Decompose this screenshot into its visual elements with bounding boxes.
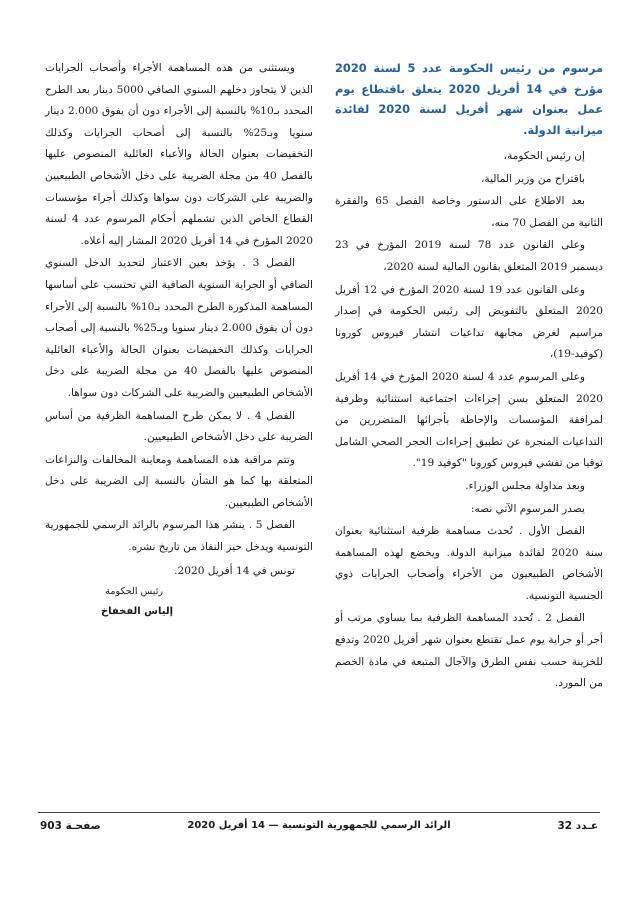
decree-title: مرسوم من رئيس الحكومة عدد 5 لسنة 2020 مؤرخ في 14 أفريل 2020 يتعلق باقتطاع يوم عمل بعنوان شهر أفريل لسنة 2020 لفائدة ميزانية الدولة. — [335, 61, 604, 137]
left-column — [45, 58, 313, 623]
signatory-name: إلياس الفخفاخ — [100, 606, 173, 618]
journal-name-date: الرائد الرسمي للجمهورية التونسية — 14 أفريل 2020 — [187, 820, 451, 831]
article-2: الفصل 2 . تُحدد المساهمة الظرفية بما يساوي مرتب أو أجر أو جراية يوم عمل تقتطع بعنوان شهر أفريل 2020 وتدفع للخزينة حسب نفس الطرق والآجال المتبعة في مادة الخصم من المورد. — [335, 612, 603, 690]
article-3: الفصل 3 . يؤخذ بعين الاعتبار لتحديد الدخل السنوي الصافي أو الجراية السنوية الصافية التي تحتسب على أساسها المساهمة المذكورة الطرح المحدد بـ10% بالنسبة إلى الأجراء دون أن يفوق 2.000 دينار سنويا وبـ25% بالنسبة إلى أصحاب الجرايات وكذلك التخفيضات بعنوان الحالة والأعباء العائلية المنصوص عليها بالفصل 40 من مجلة الضريبة على دخل الأشخاص الطبيعيين والضريبة على الشركات دون سواها. — [45, 257, 314, 399]
preamble-head-of-government: إن رئيس الحكومة، — [503, 150, 585, 162]
preamble-law-78: وعلى القانون عدد 78 لسنة 2019 المؤرخ في 23 ديسمبر 2019 المتعلق بقانون المالية لسنة 2020، — [335, 239, 603, 273]
footer-divider — [38, 812, 600, 813]
preamble-proposal: باقتراح من وزير المالية، — [481, 172, 585, 185]
article-4-monitoring: وتتم مراقبة هذه المساهمة ومعاينة المخالفات والنزاعات المتعلقة بها كما هو الشأن بالنسبة إلى الضريبة على دخل الأشخاص الطبيعيين. — [45, 453, 313, 509]
article-2-exemptions: ويستثنى من هذه المساهمة الأجراء وأصحاب الجرايات الذين لا يتجاوز دخلهم السنوي الصافي 5000 دينار بعد الطرح المحدد بـ10% بالنسبة إلى الأجراء دون أن يفوق 2.000 دينار سنويا وبـ25% بالنسبة إلى أصحاب الجرايات وكذلك التخفيضات بعنوان الحالة والأعباء العائلية المنصوص عليها بالفصل 40 من مجلة الضريبة على دخل الأشخاص الطبيعيين والضريبة على الشركات دون سواها وكذلك أجراء مؤسسات القطاع الخاص الذين تشملهم أحكام المرسوم عدد 4 لسنة 2020 المؤرخ في 14 أفريل 2020 المشار إليه أعلاه. — [45, 62, 313, 247]
issue-number: عـدد 32 — [557, 820, 598, 832]
preamble-law-19: وعلى القانون عدد 19 لسنة 2020 المؤرخ في 12 أفريل 2020 المتعلق بالتفويض إلى رئيس الحكومة في إصدار مراسيم لغرض مجابهة تداعيات انتشار فيروس كورونا (كوفيد-19)، — [335, 283, 603, 361]
article-5: الفصل 5 . ينشر هذا المرسوم بالرائد الرسمي للجمهورية التونسية ويدخل حيز النفاذ من تاريخ نشره. — [45, 519, 313, 554]
signing-date: تونس في 14 أفريل 2020. — [174, 564, 295, 577]
right-column — [335, 58, 603, 696]
preamble-decree-4: وعلى المرسوم عدد 4 لسنة 2020 المؤرخ في 14 أفريل 2020 المتعلق بسن إجراءات اجتماعية استثنائية وظرفية لمرافقة المؤسسات والإحاطة بأجرائها المتضررين من التداعيات المنجرة عن تطبيق إجراءات الحجر الصحي الشامل توقيا من تفشي فيروس كورونا "كوفيد 19". — [335, 370, 603, 470]
signatory-role: رئيس الحكومة — [105, 586, 163, 598]
preamble-council: وبعد مداولة مجلس الوزراء. — [465, 479, 585, 492]
enacting-clause: يصدر المرسوم الآتي نصه: — [470, 502, 585, 515]
preamble-constitution: بعد الاطلاع على الدستور وخاصة الفصل 65 والفقرة الثانية من الفصل 70 منه، — [335, 195, 603, 229]
article-4: الفصل 4 . لا يمكن طرح المساهمة الظرفية من أساس الضريبة على دخل الأشخاص الطبيعيين. — [45, 409, 313, 444]
article-1: الفصل الأول . تُحدث مساهمة ظرفية استثنائية بعنوان سنة 2020 لفائدة ميزانية الدولة. ويخضع لهذه المساهمة الأشخاص الطبيعيون من الأجراء وأصحاب الجرايات ذوي الجنسية التونسية. — [335, 525, 604, 602]
page-footer — [40, 820, 598, 838]
page-number: صفحـة 903 — [40, 820, 101, 832]
